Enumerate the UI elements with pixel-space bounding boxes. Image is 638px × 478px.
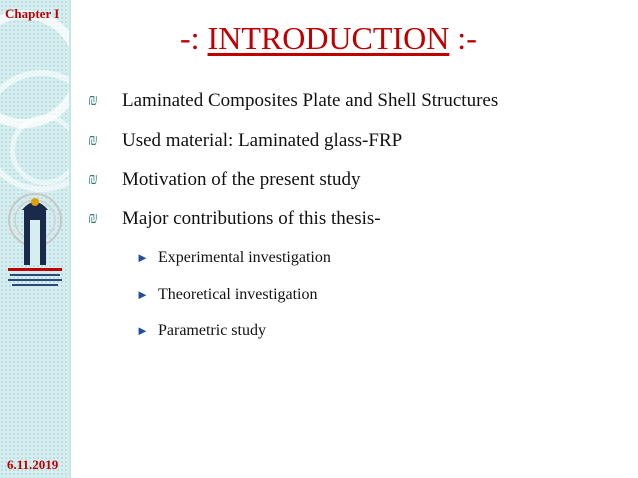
slide-title — [180, 20, 477, 57]
shekel-bullet-icon: ₪ — [88, 132, 98, 149]
triangle-right-icon: ► — [136, 250, 149, 265]
bullet-item — [88, 128, 402, 154]
shekel-bullet-icon: ₪ — [88, 171, 98, 188]
bullet-text: Used material: Laminated glass-FRP — [122, 130, 403, 151]
title-main: INTRODUCTION — [207, 20, 450, 56]
bullet-item — [88, 167, 361, 193]
university-emblem-icon — [2, 190, 68, 310]
bullet-text: Motivation of the present study — [122, 169, 361, 190]
bullet-text: Major contributions of this thesis- — [122, 208, 381, 229]
bullet-item — [88, 88, 498, 114]
sub-bullet-text: Parametric study — [158, 322, 266, 339]
sub-bullet-text: Experimental investigation — [158, 249, 331, 266]
slide-date: 6.11.2019 — [7, 457, 59, 472]
sub-bullet-item — [136, 247, 331, 269]
bullet-text: Laminated Composites Plate and Shell Structures — [122, 90, 499, 111]
sidebar-panel — [0, 0, 69, 478]
sub-bullet-item — [136, 284, 318, 306]
title-suffix: :- — [449, 20, 477, 56]
sidebar-divider — [69, 0, 71, 478]
sub-bullet-text: Theoretical investigation — [158, 286, 318, 303]
bullet-item — [88, 206, 381, 232]
triangle-right-icon: ► — [136, 287, 149, 302]
sub-bullet-item — [136, 320, 266, 342]
shekel-bullet-icon: ₪ — [88, 210, 98, 227]
triangle-right-icon: ► — [136, 323, 149, 338]
shekel-bullet-icon: ₪ — [88, 92, 98, 109]
title-prefix: -: — [180, 20, 208, 56]
chapter-label: Chapter I — [5, 6, 60, 21]
